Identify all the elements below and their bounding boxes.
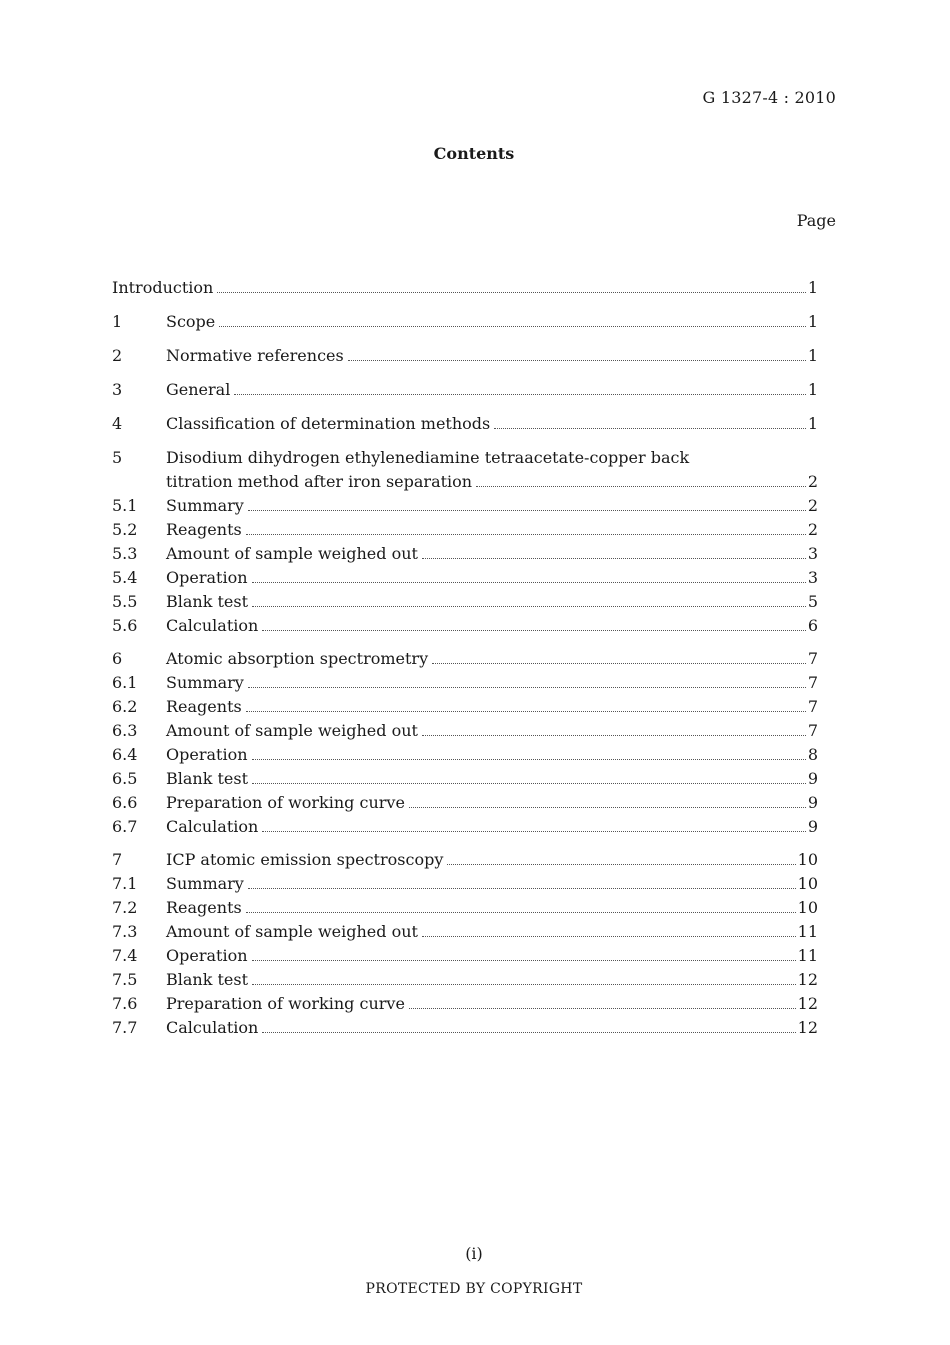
leader-dots [252, 783, 806, 784]
toc-number: 6.5 [112, 769, 138, 788]
toc-entry-classification[interactable] [112, 412, 818, 436]
toc-number: 5.3 [112, 544, 138, 563]
toc-number: 6.6 [112, 793, 138, 812]
toc-page: 7 [807, 721, 818, 740]
leader-dots [234, 394, 805, 395]
toc-label: Amount of sample weighed out [166, 721, 418, 740]
leader-dots [348, 360, 806, 361]
toc-number: 7.6 [112, 994, 138, 1013]
toc-entry-5-4[interactable] [112, 566, 818, 590]
toc-number: 6.7 [112, 817, 138, 836]
toc-page: 1 [807, 278, 818, 297]
toc-label: Preparation of working curve [166, 994, 405, 1013]
toc-entry-7-4[interactable] [112, 944, 818, 968]
toc-page: 1 [807, 414, 818, 433]
toc-entry-6-3[interactable] [112, 719, 818, 743]
toc-page: 2 [807, 472, 818, 491]
toc-entry-5-2[interactable] [112, 518, 818, 542]
toc-number: 5.5 [112, 592, 138, 611]
leader-dots [262, 831, 806, 832]
toc-page: 5 [807, 592, 818, 611]
toc-entry-6-1[interactable] [112, 671, 818, 695]
leader-dots [422, 558, 806, 559]
toc-label: Calculation [166, 817, 259, 836]
toc-page: 10 [797, 898, 818, 917]
leader-dots [246, 534, 806, 535]
toc-label: Reagents [166, 898, 242, 917]
toc-page: 9 [807, 769, 818, 788]
toc-number: 7.7 [112, 1018, 138, 1037]
leader-dots [217, 292, 805, 293]
toc-number: 5.4 [112, 568, 138, 587]
document-id: G 1327-4 : 2010 [702, 88, 836, 107]
toc-number: 6.1 [112, 673, 138, 692]
toc-label: Preparation of working curve [166, 793, 405, 812]
toc-label: Operation [166, 568, 248, 587]
leader-dots [246, 711, 806, 712]
toc-number: 7.2 [112, 898, 138, 917]
toc-label: Scope [166, 312, 216, 331]
toc-page: 7 [807, 649, 818, 668]
toc-entry-edta-titration-line1[interactable] [112, 446, 818, 470]
toc-label: Classification of determination methods [166, 414, 491, 433]
toc-entry-6-6[interactable] [112, 791, 818, 815]
table-of-contents [112, 276, 818, 1040]
toc-page: 1 [807, 346, 818, 365]
toc-entry-6-2[interactable] [112, 695, 818, 719]
toc-entry-6[interactable] [112, 647, 818, 671]
toc-number: 5.6 [112, 616, 138, 635]
toc-label: Summary [166, 496, 244, 515]
toc-number: 6 [112, 649, 123, 668]
toc-entry-introduction[interactable] [112, 276, 818, 300]
toc-entry-7[interactable] [112, 848, 818, 872]
toc-page: 12 [797, 970, 818, 989]
toc-entry-5-1[interactable] [112, 494, 818, 518]
toc-page: 6 [807, 616, 818, 635]
toc-page: 7 [807, 697, 818, 716]
toc-page: 9 [807, 793, 818, 812]
toc-entry-5-3[interactable] [112, 542, 818, 566]
contents-title: Contents [433, 144, 515, 163]
toc-entry-normative-references[interactable] [112, 344, 818, 368]
toc-page: 2 [807, 520, 818, 539]
leader-dots [246, 912, 796, 913]
toc-number: 6.3 [112, 721, 138, 740]
toc-number: 6.2 [112, 697, 138, 716]
toc-number: 7.5 [112, 970, 138, 989]
toc-number: 5 [112, 448, 123, 467]
toc-label: titration method after iron separation [166, 472, 473, 491]
toc-number: 7 [112, 850, 123, 869]
leader-dots [422, 735, 806, 736]
toc-label: Normative references [166, 346, 344, 365]
toc-number: 5.1 [112, 496, 138, 515]
toc-label: Amount of sample weighed out [166, 922, 418, 941]
toc-entry-scope[interactable] [112, 310, 818, 334]
toc-number: 2 [112, 346, 123, 365]
copyright-notice: PROTECTED BY COPYRIGHT [365, 1281, 583, 1297]
toc-page: 7 [807, 673, 818, 692]
leader-dots [409, 807, 806, 808]
toc-label: Introduction [112, 278, 214, 297]
leader-dots [409, 1008, 796, 1009]
toc-page: 10 [797, 874, 818, 893]
toc-number: 5.2 [112, 520, 138, 539]
toc-label: ICP atomic emission spectroscopy [166, 850, 444, 869]
toc-number: 1 [112, 312, 123, 331]
leader-dots [262, 1032, 795, 1033]
leader-dots [447, 864, 795, 865]
toc-label: General [166, 380, 231, 399]
toc-label: Summary [166, 673, 244, 692]
toc-entry-7-3[interactable] [112, 920, 818, 944]
toc-page: 9 [807, 817, 818, 836]
leader-dots [494, 428, 806, 429]
toc-page: 8 [807, 745, 818, 764]
toc-label: Blank test [166, 592, 249, 611]
leader-dots [422, 936, 796, 937]
leader-dots [248, 687, 806, 688]
toc-number: 7.4 [112, 946, 138, 965]
toc-entry-6-7[interactable] [112, 815, 818, 839]
toc-entry-7-5[interactable] [112, 968, 818, 992]
leader-dots [248, 888, 796, 889]
toc-entry-6-4[interactable] [112, 743, 818, 767]
toc-entry-7-1[interactable] [112, 872, 818, 896]
toc-page: 11 [797, 922, 818, 941]
toc-number: 7.3 [112, 922, 138, 941]
toc-number: 3 [112, 380, 123, 399]
toc-entry-6-5[interactable] [112, 767, 818, 791]
footer-page-number: (i) [465, 1244, 483, 1263]
toc-label: Calculation [166, 1018, 259, 1037]
toc-page: 12 [797, 1018, 818, 1037]
toc-label: Blank test [166, 769, 249, 788]
toc-page: 1 [807, 312, 818, 331]
toc-page: 2 [807, 496, 818, 515]
leader-dots [252, 582, 806, 583]
toc-page: 1 [807, 380, 818, 399]
toc-page: 12 [797, 994, 818, 1013]
toc-label: Disodium dihydrogen ethylenediamine tetraacetate-copper back [166, 448, 690, 467]
leader-dots [252, 759, 806, 760]
toc-page: 3 [807, 544, 818, 563]
leader-dots [476, 486, 806, 487]
toc-number: 6.4 [112, 745, 138, 764]
toc-page: 10 [797, 850, 818, 869]
toc-label: Amount of sample weighed out [166, 544, 418, 563]
toc-entry-7-6[interactable] [112, 992, 818, 1016]
leader-dots [248, 510, 806, 511]
toc-entry-5-6[interactable] [112, 614, 818, 638]
toc-number: 7.1 [112, 874, 138, 893]
toc-entry-7-2[interactable] [112, 896, 818, 920]
toc-page: 11 [797, 946, 818, 965]
leader-dots [219, 326, 806, 327]
leader-dots [262, 630, 806, 631]
toc-label: Blank test [166, 970, 249, 989]
toc-entry-5-5[interactable] [112, 590, 818, 614]
toc-label: Reagents [166, 697, 242, 716]
toc-entry-7-7[interactable] [112, 1016, 818, 1040]
toc-entry-general[interactable] [112, 378, 818, 402]
toc-label: Reagents [166, 520, 242, 539]
page-column-label: Page [796, 211, 836, 230]
toc-label: Atomic absorption spectrometry [166, 649, 429, 668]
toc-label: Summary [166, 874, 244, 893]
toc-number: 4 [112, 414, 123, 433]
toc-label: Calculation [166, 616, 259, 635]
leader-dots [252, 960, 796, 961]
leader-dots [252, 606, 806, 607]
toc-page: 3 [807, 568, 818, 587]
toc-label: Operation [166, 946, 248, 965]
toc-label: Operation [166, 745, 248, 764]
leader-dots [252, 984, 796, 985]
leader-dots [432, 663, 806, 664]
toc-entry-edta-titration-line2[interactable] [112, 470, 818, 494]
